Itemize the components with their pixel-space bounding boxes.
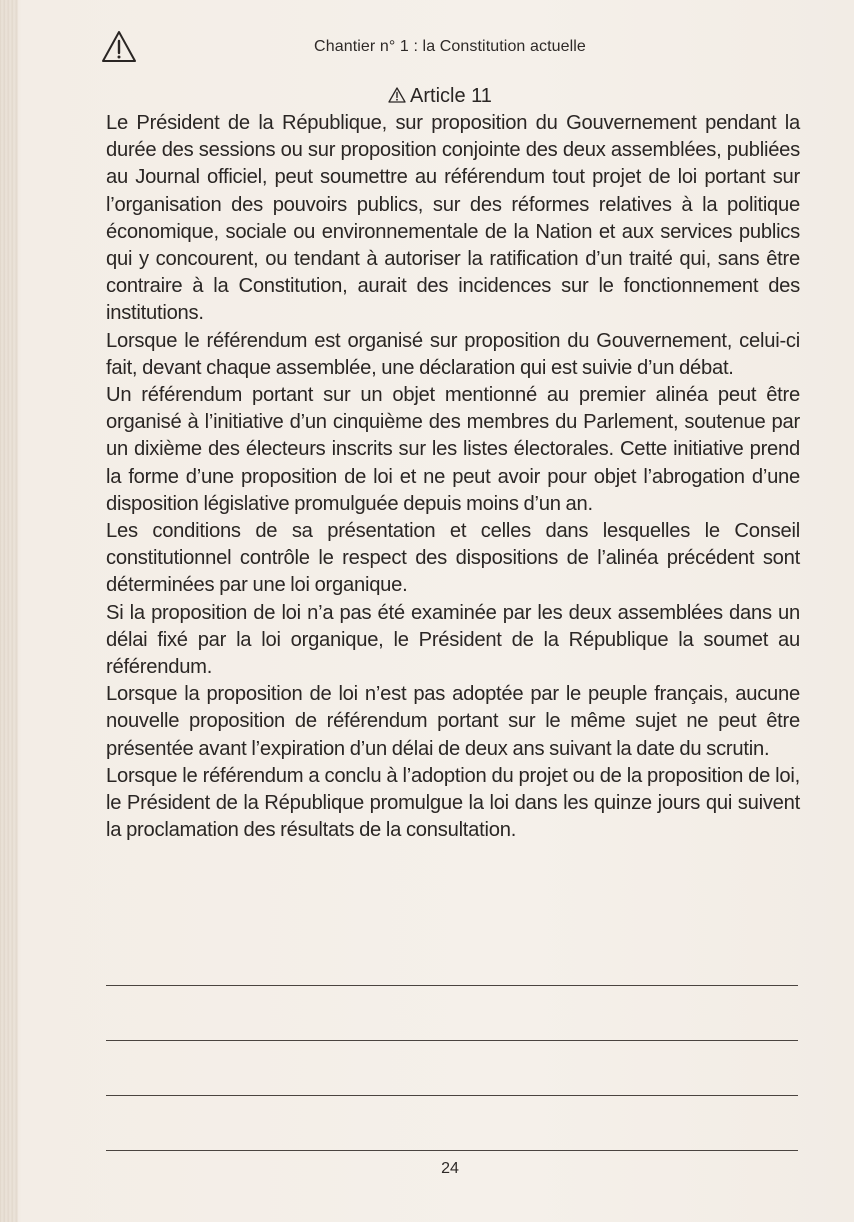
paragraph-3: Un référendum portant sur un objet mentionné au premier alinéa peut être organisé à l’initiative d’un cinquième des membres du Parlement, soutenue par un dixième des électeurs inscrits sur les listes électorales. Cette initiative prend la forme d’une proposition de loi et ne peut avoir pour objet l’abrogation d’une disposition législative promulguée depuis moins d’un an.	[106, 384, 800, 515]
writing-line	[106, 1150, 798, 1151]
paragraph-1: Le Président de la République, sur proposition du Gouvernement pendant la durée des sessions ou sur proposition conjointe des deux assemblées, publiées au Journal officiel, peut soumettre au référendum tout projet de loi portant sur l’organisation des pouvoirs publics, sur des réformes relatives à la politique économique, sociale ou environnementale de la Nation et aux services publics qui y concourent, ou tendant à autoriser la ratification d’un traité qui, sans être contraire à la Constitution, aurait des incidences sur le fonctionnement des institutions.	[106, 112, 800, 325]
paragraph-4: Les conditions de sa présentation et celles dans lesquelles le Conseil constitutionnel contrôle le respect des dispositions de l’alinéa précédent sont déterminées par une loi organique.	[106, 520, 800, 597]
paragraph-2: Lorsque le référendum est organisé sur proposition du Gouvernement, celui-ci fait, devant chaque assemblée, une déclaration qui est suivie d’un débat.	[106, 329, 800, 379]
paragraph-5: Si la proposition de loi n’a pas été examinée par les deux assemblées dans un délai fixé par la loi organique, le Président de la République la soumet au référendum.	[106, 601, 800, 679]
writing-line	[106, 1095, 798, 1096]
article-title: Article 11	[410, 85, 492, 107]
paragraph-7: Lorsque le référendum a conclu à l’adoption du projet ou de la proposition de loi, le Président de la République promulgue la loi dans les quinze jours qui suivent la proclamation des résultats de la consultation.	[106, 764, 800, 842]
article-body	[106, 110, 800, 844]
page-number: 24	[441, 1160, 459, 1177]
article-heading	[350, 85, 530, 108]
warning-triangle-icon	[388, 87, 406, 103]
writing-line	[106, 985, 798, 986]
paragraph-6: Lorsque la proposition de loi n’est pas adoptée par le peuple français, aucune nouvelle proposition de référendum portant sur le même sujet ne peut être présentée avant l’expiration d’un délai de deux ans suivant la date du scrutin.	[106, 683, 800, 760]
warning-triangle-icon	[101, 30, 137, 64]
running-header: Chantier n° 1 : la Constitution actuelle	[314, 38, 586, 55]
writing-line	[106, 1040, 798, 1041]
page-edge	[0, 0, 18, 1222]
